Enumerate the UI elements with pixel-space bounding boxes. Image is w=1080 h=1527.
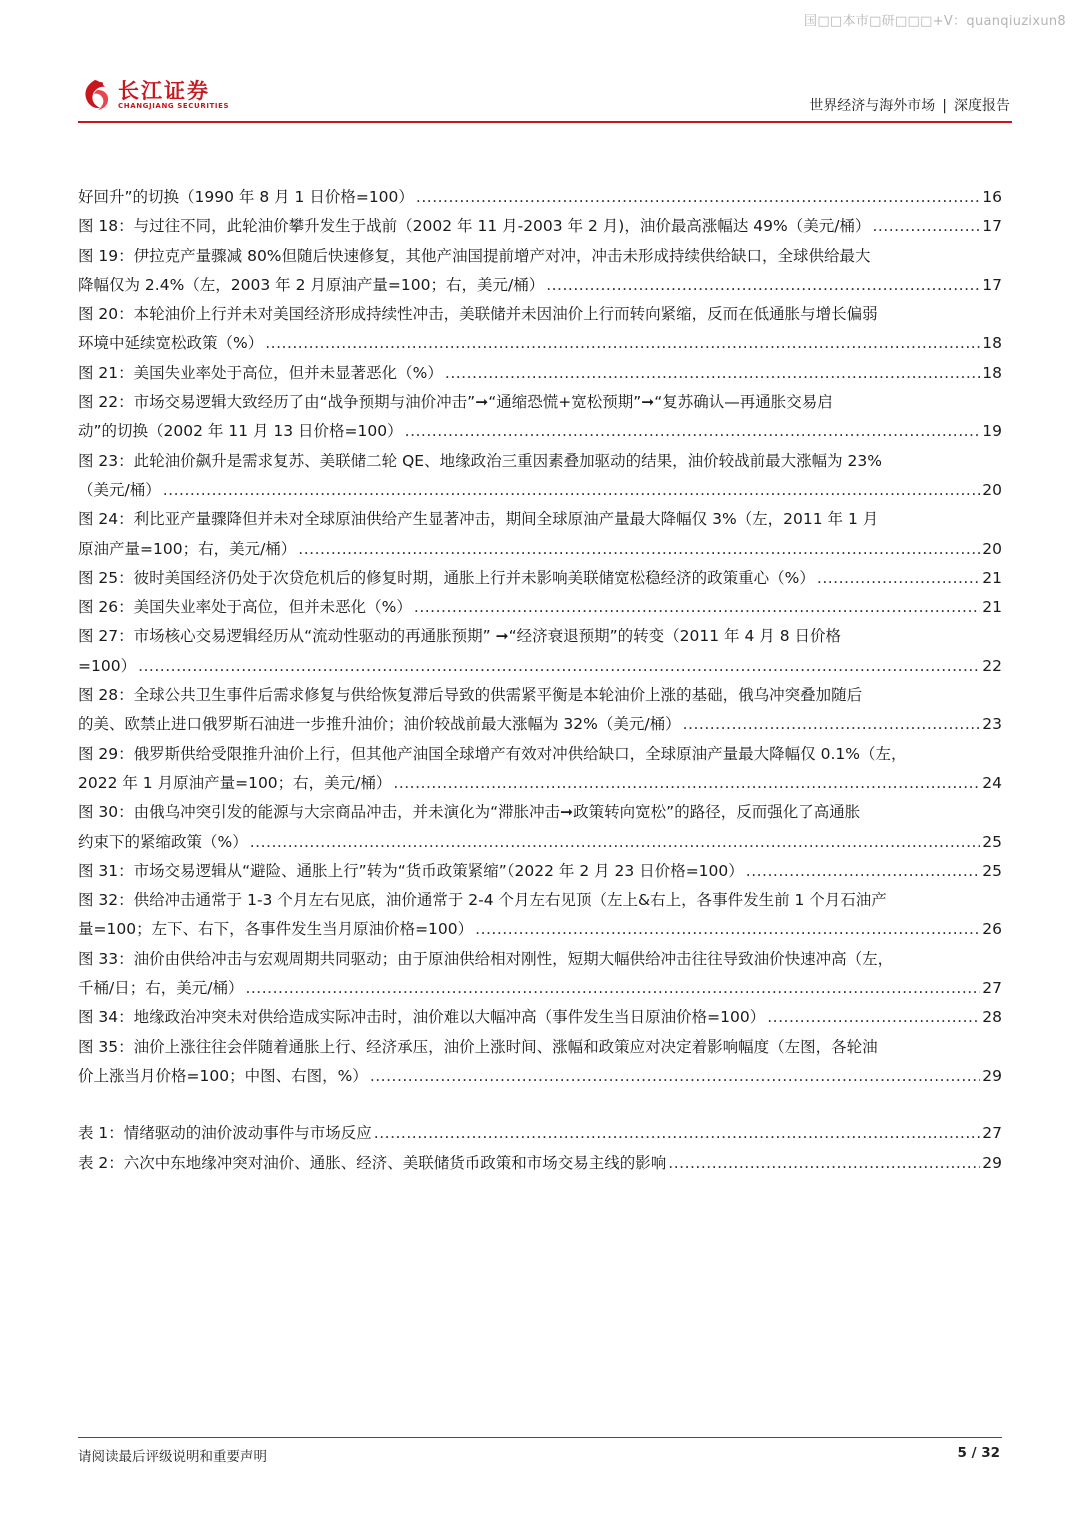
dot-leader — [414, 593, 980, 622]
page-number: 5 / 32 — [957, 1445, 1000, 1461]
table-entry[interactable] — [78, 1149, 1002, 1178]
table-page-number: 27 — [982, 1124, 1002, 1143]
figure-title-line: 图 30：由俄乌冲突引发的能源与大宗商品冲击，并未演化为“滞胀冲击➞政策转向宽松”的路径，反而强化了高通胀 — [78, 803, 861, 822]
dot-leader — [416, 183, 980, 212]
dot-leader — [872, 212, 980, 241]
dot-leader — [393, 769, 980, 798]
figure-title-line: 图 18：与过往不同，此轮油价攀升发生于战前（2002 年 11 月-2003 年 2 月)，油价最高涨幅达 49%（美元/桶） — [78, 217, 871, 236]
table-entry[interactable] — [78, 1119, 1002, 1148]
figure-page-number: 25 — [982, 832, 1002, 851]
dot-leader — [405, 417, 981, 446]
figure-title-line: 千桶/日；右，美元/桶） — [78, 979, 244, 998]
dot-leader — [138, 652, 980, 681]
figure-title-line: 图 28：全球公共卫生事件后需求修复与供给恢复滞后导致的供需紧平衡是本轮油价上涨的基础，俄乌冲突叠加随后 — [78, 686, 863, 705]
dot-leader — [445, 359, 980, 388]
figure-title-line: 图 24：利比亚产量骤降但并未对全球原油供给产生显著冲击，期间全球原油产量最大降幅仅 3%（左，2011 年 1 月 — [78, 510, 879, 529]
dot-leader — [668, 1149, 980, 1178]
dot-leader — [374, 1119, 980, 1148]
figure-title-line: 图 19：伊拉克产量骤减 80%但随后快速修复，其他产油国提前增产对冲，冲击未形成持续供给缺口，全球供给最大 — [78, 246, 871, 265]
dot-leader — [265, 329, 980, 358]
figure-title-line: 图 32：供给冲击通常于 1-3 个月左右见底，油价通常于 2-4 个月左右见顶（左上&右上，各事件发生前 1 个月石油产 — [78, 891, 887, 910]
figure-page-number: 25 — [982, 861, 1002, 880]
figure-page-number: 27 — [982, 979, 1002, 998]
figure-title-line: 图 34：地缘政治冲突未对供给造成实际冲击时，油价难以大幅冲高（事件发生当日原油价格=100） — [78, 1008, 766, 1027]
figure-entry[interactable] — [78, 1003, 1002, 1032]
figure-title-line: 约束下的紧缩政策（%） — [78, 832, 248, 851]
figure-entry[interactable] — [78, 886, 1002, 945]
table-of-contents — [78, 183, 1002, 1178]
table-title-line: 表 2：六次中东地缘冲突对油价、通胀、经济、美联储货币政策和市场交易主线的影响 — [78, 1153, 667, 1172]
figure-title-line: 降幅仅为 2.4%（左，2003 年 2 月原油产量=100；右，美元/桶） — [78, 275, 545, 294]
figure-entry[interactable] — [78, 857, 1002, 886]
dot-leader — [475, 915, 980, 944]
figure-page-number: 24 — [982, 773, 1002, 792]
footer-divider — [78, 1437, 1002, 1438]
dot-leader — [245, 974, 980, 1003]
dot-leader — [746, 857, 981, 886]
dot-leader — [370, 1062, 980, 1091]
figure-page-number: 20 — [982, 539, 1002, 558]
figure-title-line: 图 31：市场交易逻辑从“避险、通胀上行”转为“货币政策紧缩”（2022 年 2 月 23 日价格=100） — [78, 861, 744, 880]
figure-entry[interactable] — [78, 740, 1002, 799]
figure-page-number: 23 — [982, 715, 1002, 734]
report-type: 深度报告 — [954, 98, 1010, 114]
logo-chinese-name: 长江证券 — [118, 78, 210, 103]
logo-english-name: CHANGJIANG SECURITIES — [118, 101, 230, 110]
dot-leader — [817, 564, 980, 593]
figure-title-line: 图 25：彼时美国经济仍处于次贷危机后的修复时期，通胀上行并未影响美联储宽松稳经济的政策重心（%） — [78, 568, 815, 587]
company-logo — [78, 78, 229, 112]
figure-title-line: 图 23：此轮油价飙升是需求复苏、美联储二轮 QE、地缘政治三重因素叠加驱动的结果，油价较战前最大涨幅为 23% — [78, 451, 882, 470]
figure-title-line: 图 26：美国失业率处于高位，但并未恶化（%） — [78, 598, 412, 617]
figure-title-line: 图 27：市场核心交易逻辑经历从“流动性驱动的再通胀预期” ➞“经济衰退预期”的转变（2011 年 4 月 8 日价格 — [78, 627, 841, 646]
figure-page-number: 22 — [982, 656, 1002, 675]
figure-entry[interactable] — [78, 447, 1002, 506]
dot-leader — [163, 476, 981, 505]
figure-title-line: 好回升”的切换（1990 年 8 月 1 日价格=100） — [78, 188, 414, 206]
figure-page-number: 28 — [982, 1008, 1002, 1027]
section-gap — [78, 1091, 1002, 1119]
dot-leader — [683, 710, 981, 739]
watermark-text: 国□□本市□研□□□+V：quanqiuzixun8 — [804, 14, 1066, 29]
figure-title-line: 动”的切换（2002 年 11 月 13 日价格=100） — [78, 422, 403, 441]
figure-page-number: 17 — [982, 275, 1002, 294]
figure-title-line: 图 21：美国失业率处于高位，但并未显著恶化（%） — [78, 363, 443, 382]
figure-title-line: 2022 年 1 月原油产量=100；右，美元/桶） — [78, 773, 392, 792]
figure-title-line: =100） — [78, 656, 137, 675]
figure-page-number: 29 — [982, 1066, 1002, 1085]
figure-title-line: 图 20：本轮油价上行并未对美国经济形成持续性冲击，美联储并未因油价上行而转向紧缩，反而在低通胀与增长偏弱 — [78, 305, 878, 324]
table-page-number: 29 — [982, 1153, 1002, 1172]
figure-page-number: 18 — [982, 334, 1002, 353]
table-title-line: 表 1：情绪驱动的油价波动事件与市场反应 — [78, 1124, 372, 1143]
report-category — [809, 95, 1010, 115]
figure-entry[interactable] — [78, 681, 1002, 740]
figure-title-line: 原油产量=100；右，美元/桶） — [78, 539, 297, 558]
table-list — [78, 1119, 1002, 1178]
figure-entry[interactable] — [78, 945, 1002, 1004]
figure-title-line: 量=100；左下、右下，各事件发生当月原油价格=100） — [78, 920, 474, 939]
header-separator: | — [942, 98, 947, 114]
figure-list — [78, 183, 1002, 1091]
figure-page-number: 17 — [982, 217, 1002, 236]
figure-page-number: 19 — [982, 422, 1002, 441]
figure-entry[interactable] — [78, 593, 1002, 622]
figure-entry[interactable] — [78, 300, 1002, 359]
figure-entry[interactable] — [78, 1033, 1002, 1092]
figure-entry[interactable] — [78, 183, 1002, 212]
figure-title-line: 图 29：俄罗斯供给受限推升油价上行，但其他产油国全球增产有效对冲供给缺口，全球原油产量最大降幅仅 0.1%（左， — [78, 744, 907, 763]
figure-page-number: 18 — [982, 363, 1002, 382]
dot-leader — [767, 1003, 980, 1032]
figure-title-line: 的美、欧禁止进口俄罗斯石油进一步推升油价；油价较战前最大涨幅为 32%（美元/桶） — [78, 715, 681, 734]
dot-leader — [298, 535, 980, 564]
figure-page-number: 26 — [982, 920, 1002, 939]
section-title: 世界经济与海外市场 — [809, 98, 936, 114]
dot-leader — [546, 271, 980, 300]
figure-page-number: 20 — [982, 480, 1002, 499]
figure-page-number: 21 — [982, 568, 1002, 587]
figure-title-line: 图 22：市场交易逻辑大致经历了由“战争预期与油价冲击”➞“通缩恐慌+宽松预期”➞“复苏确认—再通胀交易启 — [78, 393, 833, 412]
footer-disclaimer: 请阅读最后评级说明和重要声明 — [78, 1449, 267, 1465]
figure-title-line: （美元/桶） — [78, 480, 161, 499]
figure-title-line: 环境中延续宽松政策（%） — [78, 334, 264, 353]
figure-page-number: 16 — [982, 188, 1002, 206]
figure-entry[interactable] — [78, 359, 1002, 388]
figure-title-line: 价上涨当月价格=100；中图、右图，%） — [78, 1066, 368, 1085]
figure-entry[interactable] — [78, 564, 1002, 593]
dot-leader — [250, 828, 981, 857]
phoenix-logo-icon — [78, 78, 112, 112]
figure-entry[interactable] — [78, 212, 1002, 241]
figure-entry[interactable] — [78, 388, 1002, 447]
figure-title-line: 图 33：油价由供给冲击与宏观周期共同驱动；由于原油供给相对刚性，短期大幅供给冲击往往导致油价快速冲高（左， — [78, 949, 894, 968]
figure-title-line: 图 35：油价上涨往往会伴随着通胀上行、经济承压，油价上涨时间、涨幅和政策应对决定着影响幅度（左图，各轮油 — [78, 1037, 878, 1056]
figure-entry[interactable] — [78, 242, 1002, 301]
figure-entry[interactable] — [78, 798, 1002, 857]
figure-entry[interactable] — [78, 622, 1002, 681]
header-divider — [78, 121, 1012, 123]
figure-entry[interactable] — [78, 505, 1002, 564]
figure-page-number: 21 — [982, 598, 1002, 617]
